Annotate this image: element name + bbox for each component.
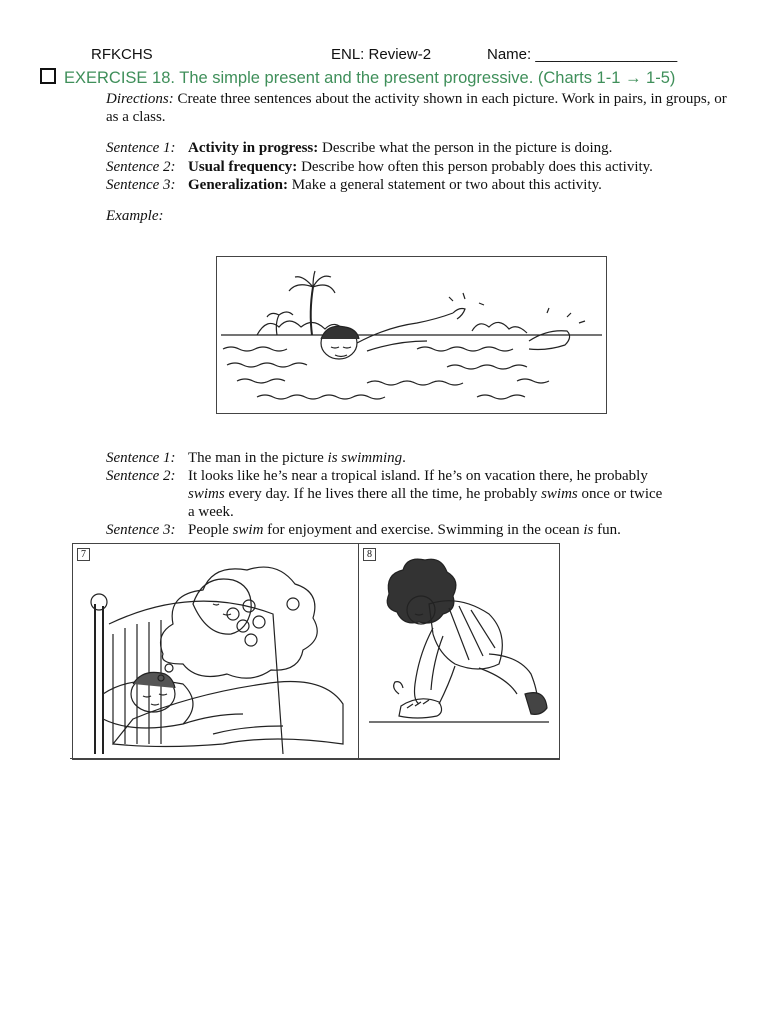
example-sentence-2-line-3: a week. — [188, 504, 234, 520]
sentence-2-label: Sentence 2: — [106, 159, 176, 175]
directions-text: Create three sentences about the activity shown in each picture. Work in pairs, in groups, or as a class. — [106, 91, 727, 125]
sentence-1-term: Activity in progress: — [188, 140, 319, 156]
example-s3-end: fun. — [593, 522, 621, 538]
example-s3-part-1: People — [188, 522, 233, 538]
bottom-rule — [70, 758, 560, 759]
example-s2-part: every day. If he lives there all the time, he probably — [224, 486, 542, 502]
example-sentence-1 — [188, 450, 406, 467]
exercise-title — [40, 68, 675, 88]
example-sentence-3 — [188, 522, 621, 539]
example-s2-verb-1: swims — [188, 486, 225, 502]
picture-7-sleeping — [72, 543, 360, 760]
example-sentence-2-label: Sentence 2: — [106, 468, 176, 484]
directions — [106, 90, 736, 126]
example-sentence-1-label: Sentence 1: — [106, 450, 176, 466]
picture-number-8: 8 — [363, 548, 376, 561]
school-name: RFKCHS — [91, 46, 153, 63]
example-s3-verb-1: swim — [232, 522, 264, 538]
checkbox-icon[interactable] — [40, 68, 56, 84]
example-s3-part-2: for enjoyment and exercise. Swimming in the ocean — [263, 522, 584, 538]
example-s2-end: once or twice — [577, 486, 663, 502]
sentence-3-label: Sentence 3: — [106, 177, 176, 193]
sentence-1-label: Sentence 1: — [106, 140, 176, 156]
sentence-2-text: Describe how often this person probably does this activity. — [301, 159, 653, 175]
sentence-3-term: Generalization: — [188, 177, 288, 193]
course-title: ENL: Review-2 — [331, 46, 432, 63]
sentence-3-definition — [188, 177, 602, 194]
example-label: Example: — [106, 208, 164, 224]
sentence-2-term: Usual frequency: — [188, 159, 298, 175]
swimmer-drawing — [217, 257, 606, 413]
sentence-3-text: Make a general statement or two about this activity. — [291, 177, 602, 193]
picture-8-tying-shoe — [358, 543, 560, 760]
sleeping-drawing — [73, 544, 359, 759]
picture-number-7: 7 — [77, 548, 90, 561]
sentence-1-text: Describe what the person in the picture is doing. — [322, 140, 613, 156]
example-sentence-2-line-2 — [188, 486, 662, 503]
example-sentence-2-line-1: It looks like he’s near a tropical island. If he’s on vacation there, he probably — [188, 468, 648, 484]
example-s2-verb-2: swims — [541, 486, 578, 502]
sentence-1-definition — [188, 140, 612, 157]
name-field-label: Name: _________________ — [487, 46, 678, 63]
tying-shoe-drawing — [359, 544, 559, 759]
swimmer-illustration — [216, 256, 607, 414]
example-s1-part: The man in the picture — [188, 450, 328, 466]
example-sentence-3-label: Sentence 3: — [106, 522, 176, 538]
exercise-title-text: EXERCISE 18. The simple present and the present progressive. (Charts 1-1 → 1-5) — [64, 69, 676, 87]
example-s1-verb: is swimming — [327, 450, 403, 466]
example-s1-end: . — [402, 450, 406, 466]
example-s3-verb-2: is — [583, 522, 594, 538]
sentence-2-definition — [188, 159, 653, 176]
directions-label: Directions: — [106, 91, 174, 107]
